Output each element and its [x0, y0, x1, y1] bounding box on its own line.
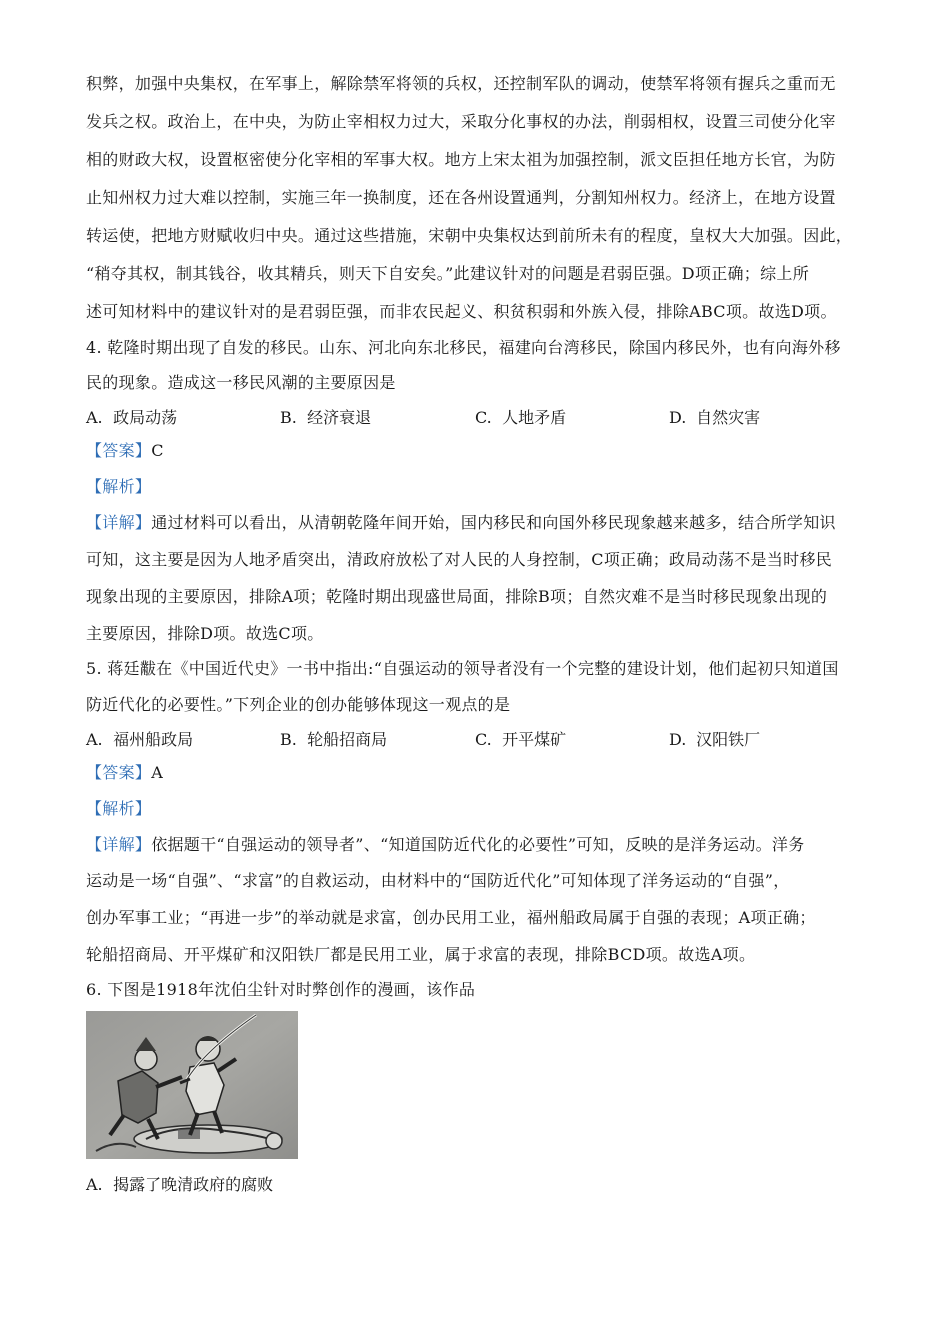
text-line: 转运使，把地方财赋收归中央。通过这些措施，宋朝中央集权达到前所未有的程度，皇权大大加强。因此， — [86, 226, 853, 245]
analysis-tag: 【解析】 — [86, 477, 152, 496]
option-b: B. 轮船招商局 — [280, 730, 388, 749]
option-d: D. 自然灾害 — [669, 408, 761, 427]
cartoon-image — [86, 1011, 298, 1159]
answer-tag: 【答案】 — [86, 763, 152, 782]
answer-line — [86, 762, 866, 784]
text-line: 止知州权力过大难以控制，实施三年一换制度，还在各州设置通判，分割知州权力。经济上，在地方设置 — [86, 188, 836, 207]
text-line: 可知，这主要是因为人地矛盾突出，清政府放松了对人民的人身控制，C项正确；政局动荡不是当时移民 — [86, 550, 833, 569]
answer-line — [86, 440, 866, 462]
answer-tag: 【答案】 — [86, 441, 152, 460]
analysis-tag: 【解析】 — [86, 799, 152, 818]
option-c: C. 开平煤矿 — [475, 730, 567, 749]
text-line: 现象出现的主要原因，排除A项；乾隆时期出现盛世局面，排除B项；自然灾难不是当时移民现象出现的 — [86, 587, 828, 606]
text-line: 发兵之权。政治上，在中央，为防止宰相权力过大，采取分化事权的办法，削弱相权，设置三司使分化宰 — [86, 112, 836, 131]
detail-line: 【详解】通过材料可以看出，从清朝乾隆年间开始，国内移民和向国外移民现象越来越多，结合所学知识 — [86, 513, 836, 532]
question-4-stem: 4. 乾隆时期出现了自发的移民。山东、河北向东北移民，福建向台湾移民，除国内移民外，也有向海外移 — [86, 338, 841, 357]
text-line: 轮船招商局、开平煤矿和汉阳铁厂都是民用工业，属于求富的表现，排除BCD项。故选A项。 — [86, 945, 756, 964]
question-5-stem: 5. 蒋廷黻在《中国近代史》一书中指出:“自强运动的领导者没有一个完整的建设计划，他们起初只知道国 — [86, 659, 839, 678]
detail-tag: 【详解】 — [86, 513, 152, 532]
detail-tag: 【详解】 — [86, 835, 152, 854]
detail-line: 【详解】依据题干“自强运动的领导者”、“知道国防近代化的必要性”可知，反映的是洋务运动。洋务 — [86, 835, 805, 854]
text-line: 积弊，加强中央集权，在军事上，解除禁军将领的兵权，还控制军队的调动，使禁军将领有握兵之重而无 — [86, 74, 836, 93]
option-b: B. 经济衰退 — [280, 408, 372, 427]
text-line: 述可知材料中的建议针对的是君弱臣强，而非农民起义、积贫积弱和外族入侵，排除ABC项。故选D项。 — [86, 302, 837, 321]
question-4-options — [86, 407, 866, 429]
question-6-stem: 6. 下图是1918年沈伯尘针对时弊创作的漫画，该作品 — [86, 980, 476, 999]
text-line: 运动是一场“自强”、“求富”的自救运动，由材料中的“国防近代化”可知体现了洋务运动的“自强”， — [86, 871, 790, 890]
text-line: 创办军事工业；“再进一步”的举动就是求富，创办民用工业，福州船政局属于自强的表现；A项正确； — [86, 908, 816, 927]
option-c: C. 人地矛盾 — [475, 408, 567, 427]
text-line: “稍夺其权，制其钱谷，收其精兵，则天下自安矣。”此建议针对的问题是君弱臣强。D项正确；综上所 — [86, 264, 809, 283]
question-4-stem: 民的现象。造成这一移民风潮的主要原因是 — [86, 373, 396, 392]
answer-value: C — [151, 441, 164, 460]
question-5-stem: 防近代化的必要性。”下列企业的创办能够体现这一观点的是 — [86, 695, 511, 714]
option-a: A. 福州船政局 — [86, 730, 194, 749]
answer-value: A — [151, 763, 164, 782]
text-line: 相的财政大权，设置枢密使分化宰相的军事大权。地方上宋太祖为加强控制，派文臣担任地方长官，为防 — [86, 150, 836, 169]
option-d: D. 汉阳铁厂 — [669, 730, 761, 749]
question-6-option-a: A. 揭露了晚清政府的腐败 — [86, 1175, 274, 1194]
text-line: 主要原因，排除D项。故选C项。 — [86, 624, 324, 643]
option-a: A. 政局动荡 — [86, 408, 178, 427]
question-5-options — [86, 729, 866, 751]
